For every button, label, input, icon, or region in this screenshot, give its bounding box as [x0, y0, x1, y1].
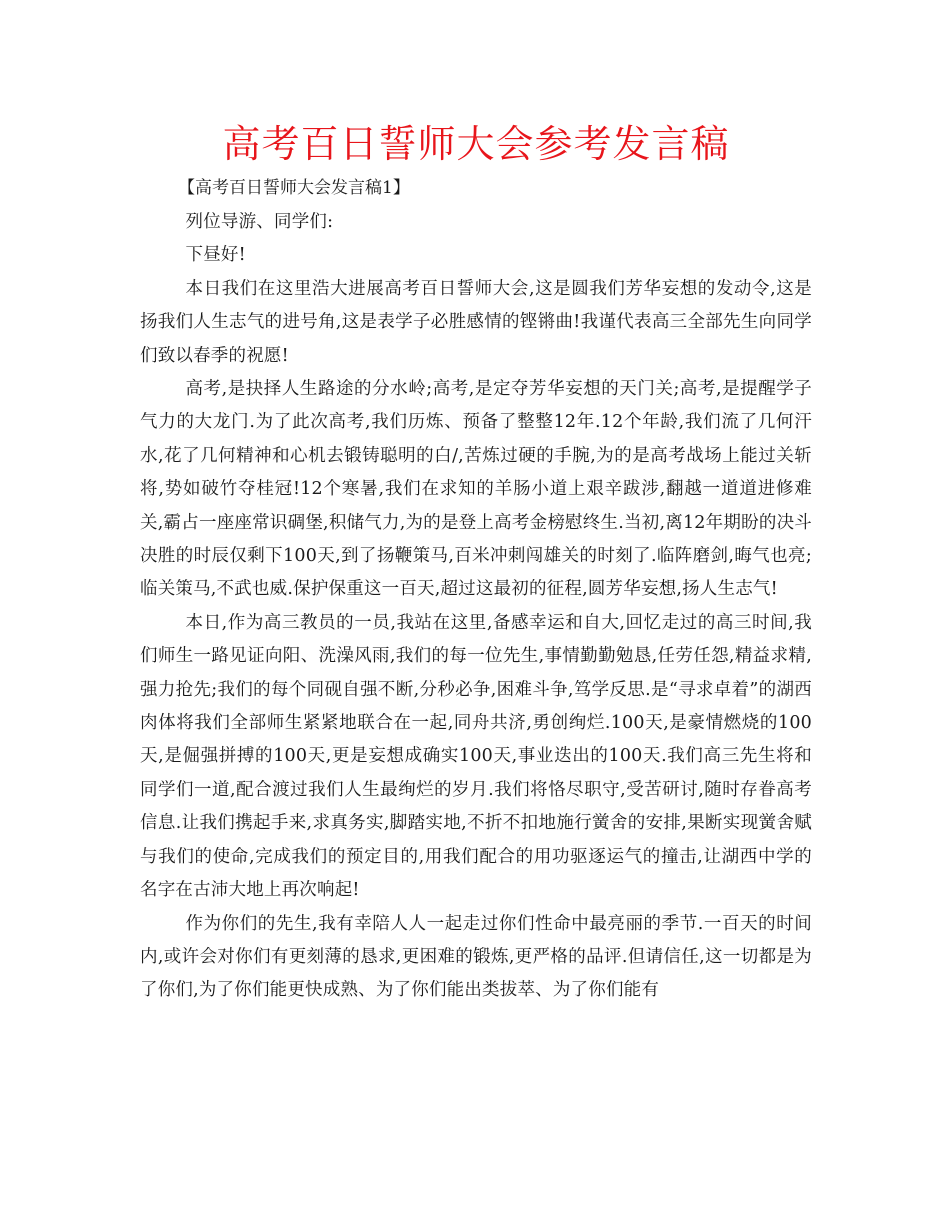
section-heading: 【高考百日誓师大会发言稿1】: [178, 178, 410, 198]
body-paragraph-4: 作为你们的先生,我有幸陪人人一起走过你们性命中最亮丽的季节.一百天的时间内,或许会对你们有更刻薄的恳求,更困难的锻炼,更严格的品评.但请信任,这一切都是为了你们,为了你们能更快成熟、为了你们能出类拔萃、为了你们能有: [140, 913, 812, 1001]
salutation-paragraph: 下昼好!: [185, 245, 246, 266]
document-page: [140, 118, 812, 1008]
body-paragraph-1: 本日我们在这里浩大进展高考百日誓师大会,这是圆我们芳华妄想的发动令,这是扬我们人生志气的进号角,这是表学子必胜感情的铿锵曲!我谨代表高三全部先生向同学们致以春季的祝愿!: [140, 278, 812, 366]
body-paragraph-3: 本日,作为高三教员的一员,我站在这里,备感幸运和自大,回忆走过的高三时间,我们师生一路见证向阳、洗澡风雨,我们的每一位先生,事情勤勤勉恳,任劳任怨,精益求精,强力抢先;我们的每个同砚自强不断,分秒必争,困难斗争,笃学反思.是“寻求卓着”的湖西肉体将我们全部师生紧紧地联合在一起,同舟共济,勇创绚烂.100天,是豪情燃烧的100天,是倔强拼搏的100天,更是妄想成确实100天,事业迭出的100天.我们高三先生将和同学们一道,配合渡过我们人生最绚烂的岁月.我们将恪尽职守,受苦研讨,随时存眷高考信息.让我们携起手来,求真务实,脚踏实地,不折不扣地施行黉舍的安排,果断实现黉舍赋与我们的使命,完成我们的预定目的,用我们配合的用功驱逐运气的撞击,让湖西中学的名字在古沛大地上再次响起!: [140, 612, 812, 901]
document-title: 高考百日誓师大会参考发言稿: [222, 122, 730, 166]
body-paragraph-2: 高考,是抉择人生路途的分水岭;高考,是定夺芳华妄想的天门关;高考,是提醒学子气力的大龙门.为了此次高考,我们历炼、预备了整整12年.12个年龄,我们流了几何汗水,花了几何精神和心机去锻铸聪明的白/,苦炼过硬的手腕,为的是高考战场上能过关斩将,势如破竹夺桂冠!12个寒暑,我们在求知的羊肠小道上艰辛跋涉,翻越一道道进修难关,霸占一座座常识碉堡,积储气力,为的是登上高考金榜慰终生.当初,离12年期盼的决斗决胜的时辰仅剩下100天,到了扬鞭策马,百米冲刺闯雄关的时刻了.临阵磨剑,晦气也亮;临关策马,不武也威.保护保重这一百天,超过这最初的征程,圆芳华妄想,扬人生志气!: [140, 379, 812, 600]
greeting-paragraph: 列位导游、同学们:: [185, 212, 334, 232]
